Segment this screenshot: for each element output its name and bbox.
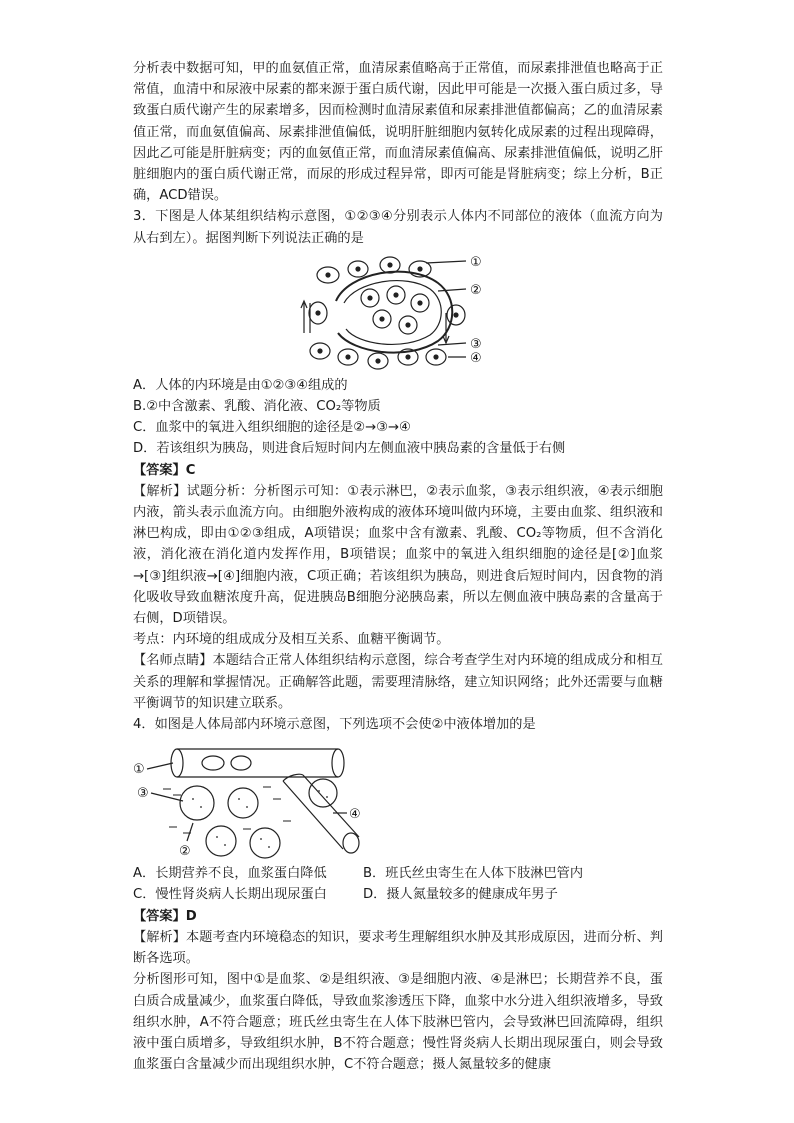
- q4-detail: 分析图形可知，图中①是血浆、②是组织液、③是细胞内液、④是淋巴；长期营养不良，蛋白质合成量减少，血浆蛋白降低，导致血浆渗透压下降，血浆中水分进入组织液增多，导致组织水肿，A不符合题意；班氏丝虫寄生在人体下肢淋巴管内，会导致淋巴回流障碍，组织液中蛋白质增多，导致组织水肿，B不符合题意；慢性肾炎病人长期出现尿蛋白，则会导致血浆蛋白含量减少而出现组织水肿，C不符合题意；摄人氮量较多的健康: [133, 972, 663, 1073]
- question-4-stem: 4．如图是人体局部内环境示意图，下列选项不会使②中液体增加的是: [133, 717, 536, 733]
- q4-option-b: B．班氏丝虫寄生在人体下肢淋巴管内: [363, 866, 584, 882]
- fig1-label-2: ②: [470, 282, 482, 298]
- tissue-structure-figure: [298, 253, 493, 371]
- q4-analysis: 【解析】本题考查内环境稳态的知识，要求考生理解组织水肿及其形成原因，进而分析、判断各选项。: [133, 929, 663, 967]
- q3-answer: 【答案】C: [133, 462, 196, 478]
- fig2-label-2: ②: [179, 844, 191, 860]
- fig2-label-4: ④: [349, 807, 361, 823]
- fig1-label-1: ①: [470, 254, 482, 270]
- q3-option-a: A．人体的内环境是由①②③④组成的: [133, 377, 348, 393]
- q3-comment: 【名师点睛】本题结合正常人体组织结构示意图，综合考查学生对内环境的组成成分和相互关系的理解和掌握情况。正确解答此题，需要理清脉络，建立知识网络；此外还需要与血糖平衡调节的知识建立联系。: [133, 653, 663, 711]
- fig1-label-4: ④: [470, 350, 482, 366]
- q3-kaodian: 考点：内环境的组成成分及相互关系、血糖平衡调节。: [133, 632, 450, 648]
- fig1-label-3: ③: [470, 336, 482, 352]
- q4-options: [133, 863, 663, 905]
- q4-option-c: C．慢性肾炎病人长期出现尿蛋白: [133, 887, 327, 903]
- q4-option-a: A．长期营养不良，血浆蛋白降低: [133, 866, 327, 882]
- q3-analysis: 【解析】试题分析：分析图示可知：①表示淋巴，②表示血浆，③表示组织液，④表示细胞内液，箭头表示血流方向。由细胞外液构成的液体环境叫做内环境，主要由血浆、组织液和淋巴构成，即由①②③组成，A项错误；血浆中含有激素、乳酸、CO₂等物质，但不含消化液，消化液在消化道内发挥作用，B项错误；血浆中的氧进入组织细胞的途径是[②]血浆→[③]组织液→[④]细胞内液，C项正确；若该组织为胰岛，则进食后短时间内，因食物的消化吸收导致血糖浓度升高，促进胰岛B细胞分泌胰岛素，所以左侧血液中胰岛素的含量高于右侧，D项错误。: [133, 483, 663, 627]
- q3-option-d: D．若该组织为胰岛，则进食后短时间内左侧血液中胰岛素的含量低于右侧: [133, 441, 566, 457]
- q4-option-d: D．摄人氮量较多的健康成年男子: [363, 887, 558, 903]
- fig2-label-1: ①: [133, 762, 145, 778]
- q3-option-b: B.②中含激素、乳酸、消化液、CO₂等物质: [133, 399, 381, 415]
- fig2-label-3: ③: [137, 786, 149, 802]
- document-page: [133, 58, 663, 1075]
- intro-paragraph: 分析表中数据可知，甲的血氨值正常，血清尿素值略高于正常值，而尿素排泄值也略高于正常值，血清中和尿液中尿素的都来源于蛋白质代谢，因此甲可能是一次摄入蛋白质过多，导致蛋白质代谢产生的尿素增多，因而检测时血清尿素值和尿素排泄值都偏高；乙的血清尿素值正常，而血氨值偏高、尿素排泄值偏低，说明肝脏细胞内氨转化成尿素的过程出现障碍，因此乙可能是肝脏病变；丙的血氨值正常，而血清尿素值偏高、尿素排泄值偏低，说明乙肝脏细胞内的蛋白质代谢正常，而尿的形成过程异常，即丙可能是肾脏病变；综上分析，B正确，ACD错误。: [133, 61, 663, 204]
- q3-option-c: C．血浆中的氧进入组织细胞的途径是②→③→④: [133, 420, 411, 436]
- local-internal-environment-figure: [133, 741, 363, 859]
- q4-answer: 【答案】D: [133, 908, 197, 924]
- question-3-stem: 3．下图是人体某组织结构示意图，①②③④分别表示人体内不同部位的液体（血流方向为从右到左）。据图判断下列说法正确的是: [133, 209, 663, 246]
